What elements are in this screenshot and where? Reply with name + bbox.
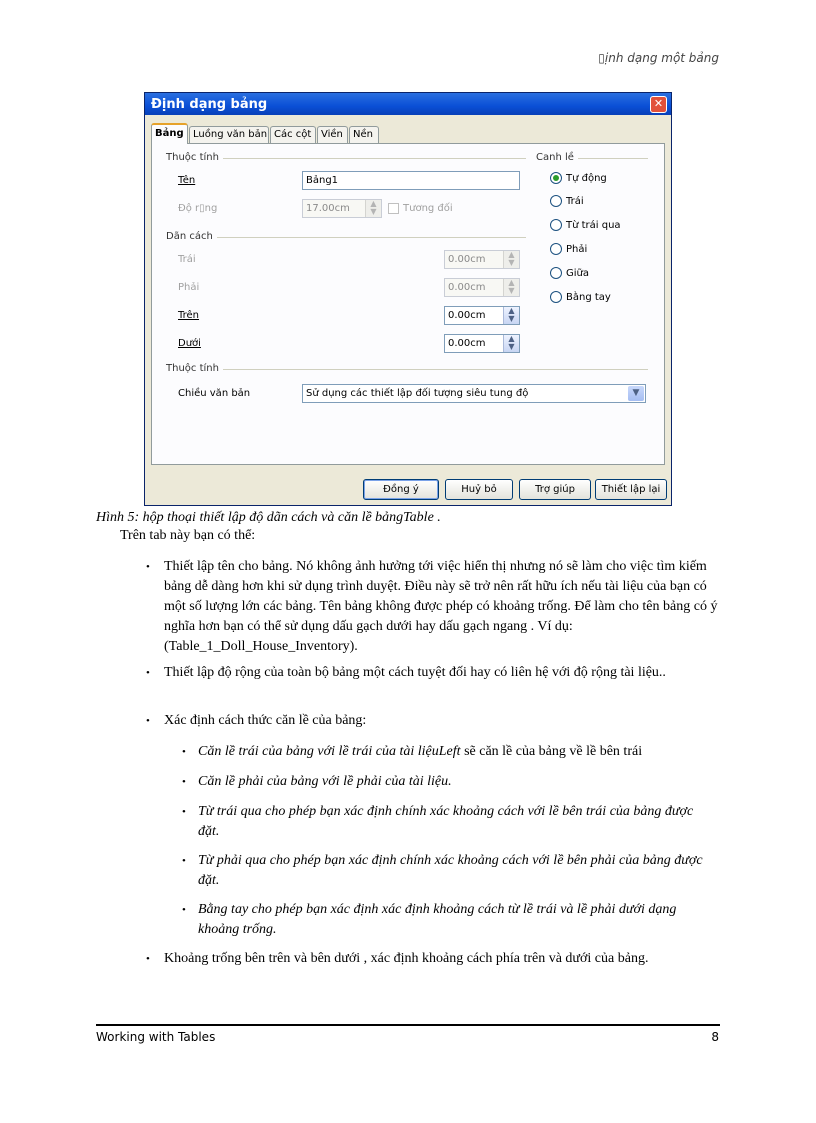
above-label — [178, 310, 199, 321]
intro-text: Trên tab này bạn có thể: — [120, 528, 256, 543]
bullet-alignment: Xác định cách thức căn lề của bảng: — [164, 713, 367, 728]
below-label-text: Dưới — [178, 338, 201, 349]
format-table-dialog — [144, 92, 672, 506]
sub-bullet-from-right: Từ phải qua cho phép bạn xác định chính xác khoảng cách với lề bên phải của bảng được đặt. — [198, 853, 703, 888]
above-spin-icon[interactable]: ▲ ▼ — [503, 307, 519, 324]
right-spin-icon[interactable]: ▲ ▼ — [503, 279, 519, 296]
align-automatic-radio[interactable] — [550, 172, 562, 184]
sub-bullet-manual: Bằng tay cho phép bạn xác định xác định khoảng cách từ lề trái và lề phải dưới dạng khoảng trống. — [198, 902, 677, 937]
text-direction-select[interactable] — [302, 384, 646, 403]
align-left-radio[interactable] — [550, 195, 562, 207]
width-input[interactable] — [302, 199, 382, 218]
left-input[interactable] — [444, 250, 520, 269]
above-value: 0.00cm — [448, 310, 486, 321]
bullet-marker: • — [182, 746, 186, 758]
name-label — [178, 175, 195, 186]
group-rule — [166, 237, 526, 238]
bullet-marker: • — [146, 715, 150, 727]
sub-bullet-left-italic: Căn lề trái của bảng với lề trái của tài liệuLeft — [198, 744, 461, 759]
tab-background[interactable]: Nền — [349, 126, 379, 143]
align-center-label: Giữa — [566, 268, 589, 279]
tab-panel — [151, 143, 665, 465]
sub-bullet-left-rest: sẽ căn lề của bảng về lề bên trái — [460, 744, 643, 759]
left-value: 0.00cm — [448, 254, 486, 265]
right-label: Phải — [178, 282, 200, 293]
dialog-titlebar — [145, 93, 671, 115]
sub-bullet-right: Căn lề phải của bảng với lề phải của tài liệu. — [198, 774, 452, 789]
bullet-marker: • — [146, 953, 150, 965]
text-direction-label: Chiều văn bản — [178, 388, 251, 399]
name-label-text: Tên — [178, 175, 196, 186]
reset-button[interactable]: Thiết lập lại — [595, 479, 667, 500]
left-spin-icon[interactable]: ▲ ▼ — [503, 251, 519, 268]
align-center-radio[interactable] — [550, 267, 562, 279]
running-header: ▯ịnh dạng một bảng — [598, 51, 719, 65]
dialog-title: Định dạng bảng — [151, 97, 268, 112]
name-input[interactable]: Bảng1 — [302, 171, 520, 190]
left-label: Trái — [178, 254, 196, 265]
sub-bullet-from-left: Từ trái qua cho phép bạn xác định chính xác khoảng cách với lề bên trái của bảng được đặt. — [198, 804, 694, 839]
align-from-left-radio[interactable] — [550, 219, 562, 231]
right-value: 0.00cm — [448, 282, 486, 293]
width-label: Độ r▯ng — [178, 203, 218, 214]
below-spin-icon[interactable]: ▲ ▼ — [503, 335, 519, 352]
group-spacing: Dãn cách — [166, 231, 217, 242]
width-spin-icon[interactable]: ▲ ▼ — [365, 200, 381, 217]
sub-bullet-left — [198, 742, 720, 762]
bullet-marker: • — [146, 561, 150, 573]
group-alignment: Canh lề — [536, 152, 578, 163]
chevron-down-icon[interactable]: ▼ — [628, 386, 644, 401]
text-direction-value: Sử dụng các thiết lập đối tượng siêu tung độ — [306, 388, 529, 399]
bullet-marker: • — [182, 776, 186, 788]
align-manual-label: Bằng tay — [566, 292, 611, 303]
below-value: 0.00cm — [448, 338, 486, 349]
footer-title: Working with Tables — [96, 1030, 216, 1044]
width-value: 17.00cm — [306, 203, 350, 214]
help-button[interactable]: Trợ giúp — [519, 479, 591, 500]
figure-caption: Hình 5: hộp thoại thiết lập độ dãn cách và căn lề bảngTable . — [96, 510, 441, 525]
right-input[interactable] — [444, 278, 520, 297]
tab-borders[interactable]: Viền — [317, 126, 348, 143]
align-manual-radio[interactable] — [550, 291, 562, 303]
group-properties-2: Thuộc tính — [166, 363, 223, 374]
ok-button[interactable]: Đồng ý — [363, 479, 439, 500]
align-from-left-label: Từ trái qua — [566, 220, 621, 231]
bullet-marker: • — [182, 904, 186, 916]
relative-label: Tương đối — [403, 203, 453, 214]
bullet-marker: • — [182, 806, 186, 818]
relative-checkbox[interactable] — [388, 203, 399, 214]
align-left-label: Trái — [566, 196, 584, 207]
align-right-radio[interactable] — [550, 243, 562, 255]
below-label — [178, 338, 201, 349]
bullet-table-width: Thiết lập độ rộng của toàn bộ bảng một cách tuyệt đối hay có liên hệ với độ rộng tài liệu.. — [164, 665, 666, 680]
page-number: 8 — [711, 1030, 719, 1044]
footer-rule — [96, 1024, 720, 1026]
bullet-table-name: Thiết lập tên cho bảng. Nó không ảnh hưởng tới việc hiển thị nhưng nó sẽ làm cho việc tìm kiếm bảng dễ dàng hơn khi sử dụng trình duyệt. Điều này sẽ trở nên rất hữu ích nếu tài liệu của bạn có một số lượng lớn các bảng. Tên bảng không được phép có khoảng trống. Để làm cho tên bảng có ý nghĩa hơn bạn có thể sử dụng dấu gạch dưới hay dấu gạch ngang . Ví dụ:(Table_1_Doll_House_Inventory). — [164, 559, 718, 654]
below-input[interactable] — [444, 334, 520, 353]
bullet-marker: • — [146, 667, 150, 679]
group-properties: Thuộc tính — [166, 152, 223, 163]
tab-table[interactable]: Bảng — [151, 123, 188, 144]
bullet-marker: • — [182, 855, 186, 867]
group-rule — [166, 369, 648, 370]
cancel-button[interactable]: Huỷ bỏ — [445, 479, 513, 500]
tab-text-flow[interactable]: Luồng văn bản — [189, 126, 269, 143]
close-icon[interactable]: ✕ — [650, 96, 667, 113]
tab-columns[interactable]: Các cột — [270, 126, 316, 143]
align-automatic-label: Tự động — [566, 173, 607, 184]
align-right-label: Phải — [566, 244, 588, 255]
bullet-spacing: Khoảng trống bên trên và bên dưới , xác định khoảng cách phía trên và dưới của bảng. — [164, 951, 649, 966]
above-input[interactable] — [444, 306, 520, 325]
above-label-text: Trên — [178, 310, 200, 321]
